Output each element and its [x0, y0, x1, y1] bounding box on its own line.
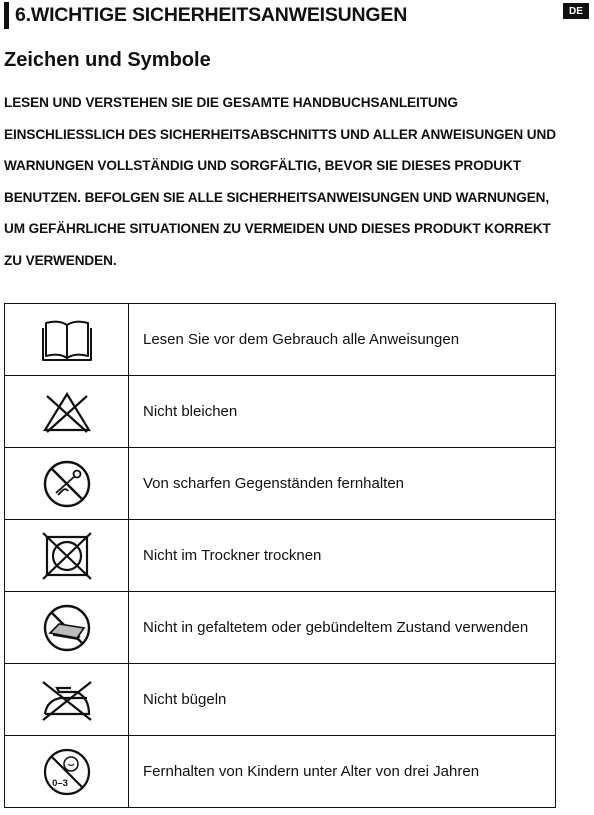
table-row: [5, 304, 556, 376]
table-row: [5, 664, 556, 736]
symbol-description: Fernhalten von Kindern unter Alter von drei Jahren: [129, 736, 556, 808]
icon-cell: [5, 448, 129, 520]
table-row: [5, 376, 556, 448]
icon-cell: [5, 376, 129, 448]
language-badge: DE: [563, 3, 589, 19]
symbol-description: Nicht in gefaltetem oder gebündeltem Zustand verwenden: [129, 592, 556, 664]
symbols-table: [4, 303, 556, 808]
symbol-description: Nicht im Trockner trocknen: [129, 520, 556, 592]
no-folded-use-icon: [41, 602, 93, 654]
section-title: 6.WICHTIGE SICHERHEITSANWEISUNGEN: [15, 4, 408, 26]
age-range-label: 0–3: [51, 777, 68, 789]
table-row: [5, 448, 556, 520]
symbol-description: Nicht bleichen: [129, 376, 556, 448]
icon-cell: [5, 592, 129, 664]
icon-cell: [5, 304, 129, 376]
symbol-description: Von scharfen Gegenständen fernhalten: [129, 448, 556, 520]
symbol-description: Lesen Sie vor dem Gebrauch alle Anweisungen: [129, 304, 556, 376]
table-row: [5, 592, 556, 664]
symbol-description: Nicht bügeln: [129, 664, 556, 736]
section-bar: [4, 2, 9, 29]
icon-cell: [5, 736, 129, 808]
table-row: [5, 520, 556, 592]
no-sharp-objects-icon: [41, 458, 93, 510]
icon-cell: [5, 664, 129, 736]
no-bleach-icon: [41, 390, 93, 434]
table-row: [5, 736, 556, 808]
no-iron-icon: [39, 678, 95, 722]
intro-paragraph: LESEN UND VERSTEHEN SIE DIE GESAMTE HANDBUCHSANLEITUNG EINSCHLIESSLICH DES SICHERHEITSABSCHNITTS UND ALLER ANWEISUNGEN UND WARNUNGEN VOLLSTÄNDIG UND SORGFÄLTIG, BEVOR SIE DIESES PRODUKT BENUTZEN. BEFOLGEN SIE ALLE SICHERHEITSANWEISUNGEN UND WARNUNGEN, UM GEFÄHRLICHE SITUATIONEN ZU VERMEIDEN UND DIESES PRODUKT KORREKT ZU VERWENDEN.: [4, 95, 556, 268]
keep-away-children-icon: [41, 746, 93, 798]
open-book-icon: [41, 318, 93, 362]
icon-cell: [5, 520, 129, 592]
section-header: [4, 2, 407, 29]
no-tumble-dry-icon: [41, 531, 93, 581]
subtitle: Zeichen und Symbole: [4, 49, 211, 71]
